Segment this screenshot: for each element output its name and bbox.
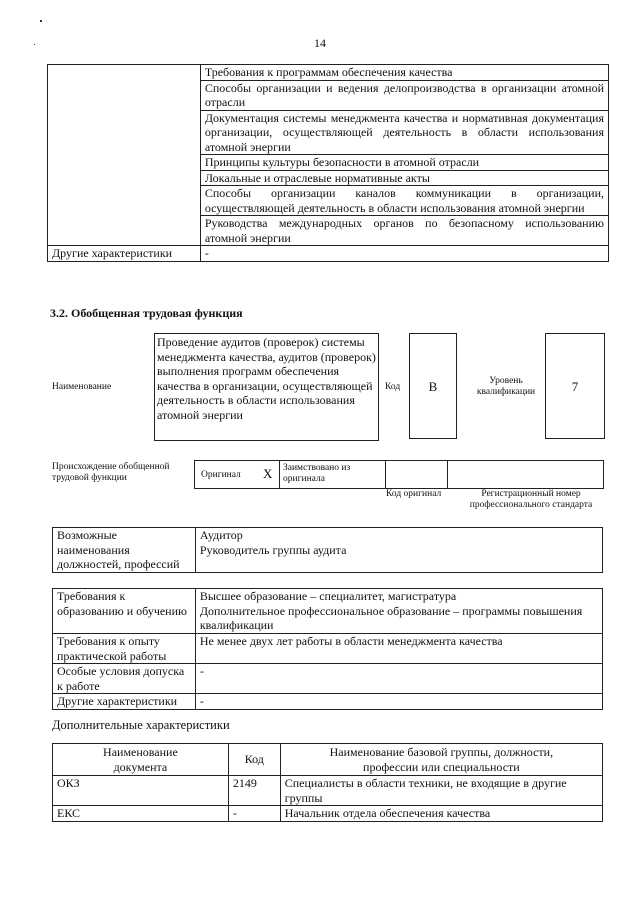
scan-speck [40,20,42,22]
row-label: Особые условия допуска к работе [53,664,196,694]
name-cell: Специалисты в области техники, не входящие в другие группы [280,776,602,806]
column-header: Код [228,744,280,776]
knowledge-item: Требования к программам обеспечения качества [200,65,608,81]
table-row [53,694,603,710]
row-label: Требования к опыту практической работы [53,634,196,664]
doc-cell: ОКЗ [53,776,229,806]
table-row [53,664,603,694]
column-header: Наименование документа [53,744,229,776]
page-number: 14 [314,36,326,50]
row-label: Требования к образованию и обучению [53,589,196,634]
borrowed-label: Заимствовано из оригинала [283,463,351,484]
original-mark: X [263,466,273,481]
name-cell: Начальник отдела обеспечения качества [280,806,602,822]
requirements-table [52,588,603,710]
position-name: Аудитор [199,528,243,542]
table-row [53,589,603,634]
knowledge-item: Документация системы менеджмента качества и нормативная документация организации, осуществляющей деятельность в области использования атомной энергии [200,110,608,155]
table-row [53,776,603,806]
name-label: Наименование [52,382,112,392]
origin-label: Происхождение обобщенной трудовой функции [52,462,170,483]
positions-values [195,528,602,573]
left-cell [48,65,201,246]
code-box [409,333,457,439]
additional-table [52,743,603,822]
positions-table [52,527,603,573]
function-name-value: Проведение аудитов (проверок) системы менеджмента качества, аудитов (проверок) выполнения программ обеспечения качества в организации, осуществляющей деятельность в области использования атомной энергии [157,335,376,422]
table-header-row [53,744,603,776]
section-heading: 3.2. Обобщенная трудовая функция [50,306,243,320]
knowledge-item: Способы организации и ведения делопроизводства в организации атомной отрасли [200,80,608,110]
code-label: Код [385,382,401,392]
row-value: - [195,664,602,694]
knowledge-item: Принципы культуры безопасности в атомной отрасли [200,155,608,171]
row-value: Не менее двух лет работы в области менеджмента качества [195,634,602,664]
row-value: Высшее образование – специалитет, магистратура Дополнительное профессиональное образование – программы повышения квалификации [195,589,602,634]
code-value: В [428,379,438,394]
row-label: Другие характеристики [53,694,196,710]
knowledge-table [47,64,609,262]
table-row [48,246,609,262]
row-value: - [200,246,608,262]
origin-boxes [194,460,604,489]
doc-cell: ЕКС [53,806,229,822]
divider [279,461,280,488]
table-row [48,65,609,81]
level-box [545,333,605,439]
knowledge-item: Способы организации каналов коммуникации в организации, осуществляющей деятельность в области использования атомной энергии [200,186,608,216]
code-cell: - [228,806,280,822]
knowledge-item: Руководства международных органов по безопасному использованию атомной энергии [200,216,608,246]
column-header: Наименование базовой группы, должности, профессии или специальности [280,744,602,776]
reg-number-caption: Регистрационный номер профессионального стандарта [469,489,593,510]
original-label: Оригинал [201,470,241,480]
position-name: Руководитель группы аудита [199,542,347,557]
level-value: 7 [571,379,579,394]
function-name-box [154,333,379,441]
table-row [53,528,603,573]
table-row [53,634,603,664]
table-row [53,806,603,822]
row-label: Другие характеристики [48,246,201,262]
knowledge-item: Локальные и отраслевые нормативные акты [200,170,608,186]
code-original-caption: Код оригинал [386,489,442,499]
positions-label: Возможные наименования должностей, профессий [53,528,196,573]
row-value: - [195,694,602,710]
divider [447,461,448,488]
level-label: Уровень квалификации [476,376,536,397]
code-cell: 2149 [228,776,280,806]
divider [385,461,386,488]
additional-heading: Дополнительные характеристики [52,718,230,732]
